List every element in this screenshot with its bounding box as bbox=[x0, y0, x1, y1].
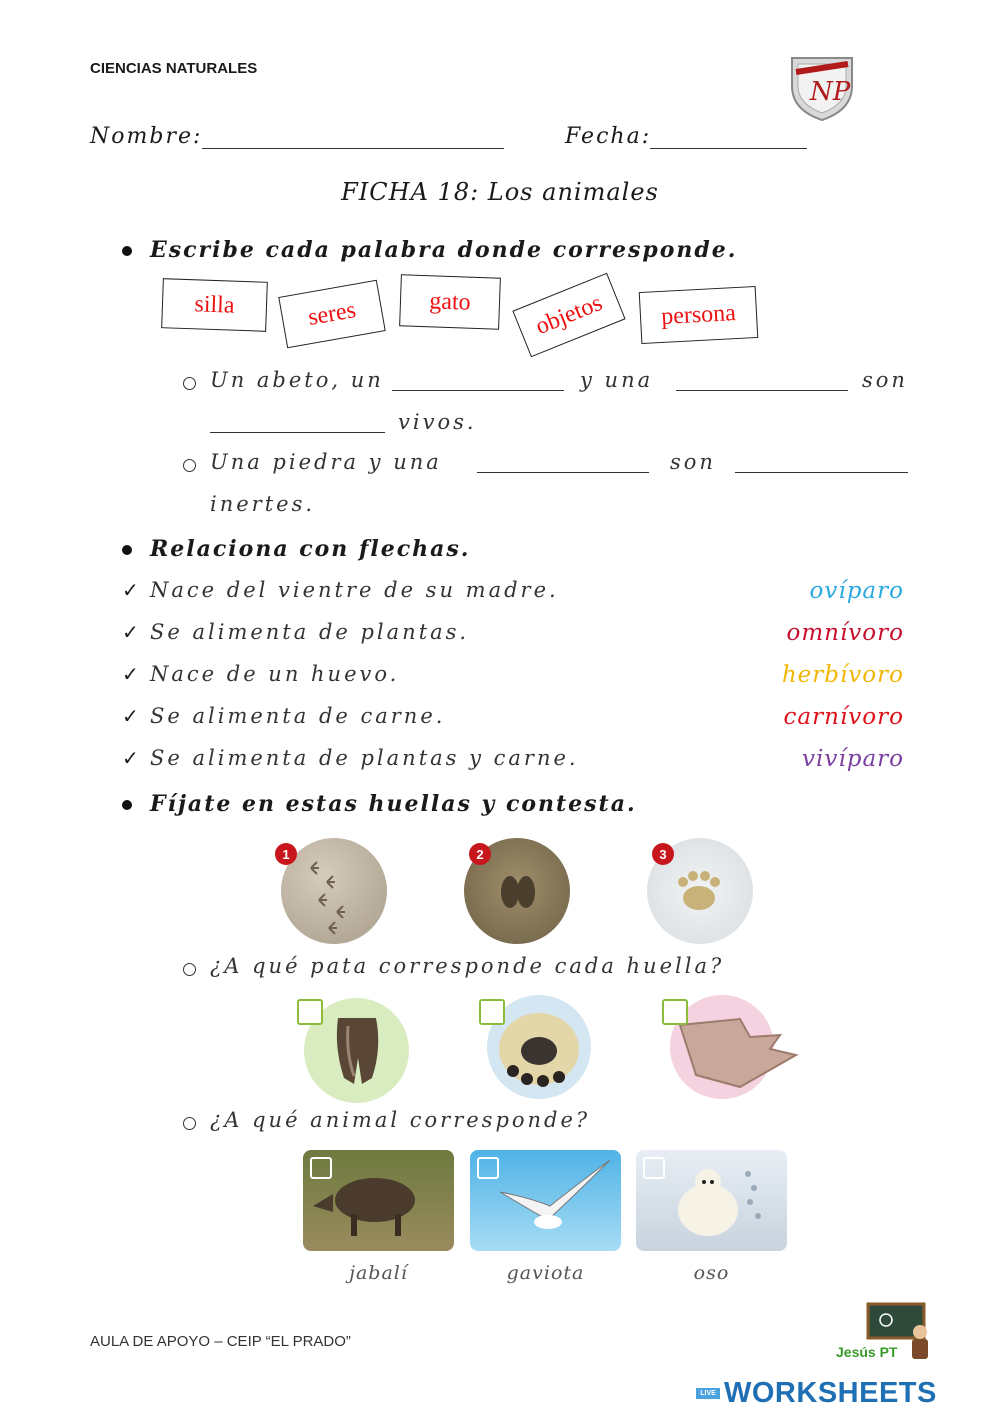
word-card-seres[interactable] bbox=[278, 280, 386, 349]
webbed-foot-icon bbox=[670, 995, 800, 1100]
match-item-5[interactable]: Se alimenta de plantas y carne. bbox=[150, 746, 579, 770]
sentence1-part2: y una bbox=[580, 368, 654, 392]
animal-checkbox-2[interactable] bbox=[477, 1157, 499, 1179]
check-icon: ✓ bbox=[122, 578, 139, 602]
sentence2-blank2[interactable] bbox=[735, 452, 908, 473]
caption-oso: oso bbox=[693, 1262, 730, 1284]
sentence1-blank3[interactable] bbox=[210, 412, 385, 433]
sentence1-part3: son bbox=[862, 368, 908, 392]
page-title: FICHA 18: Los animales bbox=[341, 178, 659, 206]
match-item-3[interactable]: Nace de un huevo. bbox=[150, 662, 400, 686]
word-card-silla[interactable] bbox=[161, 278, 268, 332]
track-number-3: 3 bbox=[652, 843, 674, 865]
sentence1-blank1[interactable] bbox=[392, 370, 564, 391]
animal-checkbox-3[interactable] bbox=[643, 1157, 665, 1179]
foot-checkbox-2[interactable] bbox=[479, 999, 505, 1025]
sub-bullet bbox=[183, 963, 196, 976]
word-card-persona[interactable] bbox=[639, 286, 759, 344]
category-omnivoro[interactable]: omnívoro bbox=[786, 620, 904, 646]
question-2: ¿A qué animal corresponde? bbox=[210, 1108, 591, 1132]
check-icon: ✓ bbox=[122, 746, 139, 770]
match-item-2[interactable]: Se alimenta de plantas. bbox=[150, 620, 470, 644]
foot-checkbox-3[interactable] bbox=[662, 999, 688, 1025]
sentence1-blank2[interactable] bbox=[676, 370, 848, 391]
nombre-label: Nombre: bbox=[90, 124, 203, 149]
subject-label: CIENCIAS NATURALES bbox=[90, 60, 258, 77]
sentence1-part1: Un abeto, un bbox=[210, 368, 384, 392]
sentence2-part2: son bbox=[670, 450, 716, 474]
liveworksheets-logo[interactable] bbox=[696, 1376, 937, 1410]
nombre-field[interactable] bbox=[202, 126, 504, 149]
bullet-2 bbox=[122, 545, 132, 555]
category-oviparo[interactable]: ovíparo bbox=[809, 578, 904, 604]
caption-jabali: jabalí bbox=[349, 1262, 408, 1284]
sub-bullet bbox=[183, 459, 196, 472]
animal-checkbox-1[interactable] bbox=[310, 1157, 332, 1179]
word-objetos: objetos bbox=[531, 289, 606, 340]
bullet-1 bbox=[122, 246, 132, 256]
foot-checkbox-1[interactable] bbox=[297, 999, 323, 1025]
sentence2-part3: inertes. bbox=[210, 492, 316, 516]
check-icon: ✓ bbox=[122, 662, 139, 686]
match-item-1[interactable]: Nace del vientre de su madre. bbox=[150, 578, 559, 602]
match-item-4[interactable]: Se alimenta de carne. bbox=[150, 704, 446, 728]
word-seres: seres bbox=[306, 296, 358, 331]
sub-bullet bbox=[183, 1117, 196, 1130]
instruction-1: Escribe cada palabra donde corresponde. bbox=[150, 237, 738, 263]
crest-letters: NP bbox=[810, 77, 851, 107]
word-card-gato[interactable] bbox=[399, 274, 501, 329]
check-icon: ✓ bbox=[122, 620, 139, 644]
crest-icon bbox=[788, 52, 856, 122]
brand-prefix: LIVE bbox=[696, 1388, 720, 1399]
instruction-3: Fíjate en estas huellas y contesta. bbox=[150, 791, 637, 817]
track-number-1: 1 bbox=[275, 843, 297, 865]
word-persona: persona bbox=[660, 299, 737, 330]
question-1: ¿A qué pata corresponde cada huella? bbox=[210, 954, 725, 978]
fecha-field[interactable] bbox=[650, 126, 807, 149]
instruction-2: Relaciona con flechas. bbox=[150, 536, 471, 562]
category-carnivoro[interactable]: carnívoro bbox=[783, 704, 904, 730]
check-icon: ✓ bbox=[122, 704, 139, 728]
word-card-objetos[interactable] bbox=[512, 273, 625, 358]
author-label: Jesús PT bbox=[836, 1344, 898, 1360]
sentence1-part4: vivos. bbox=[398, 410, 477, 434]
category-herbivoro[interactable]: herbívoro bbox=[781, 662, 904, 688]
brand-name: WORKSHEETS bbox=[724, 1376, 937, 1409]
word-gato: gato bbox=[428, 287, 472, 316]
sentence2-part1: Una piedra y una bbox=[210, 450, 442, 474]
caption-gaviota: gaviota bbox=[506, 1262, 585, 1284]
bullet-3 bbox=[122, 800, 132, 810]
word-silla: silla bbox=[194, 290, 235, 319]
foot-image-gull bbox=[670, 995, 800, 1100]
school-crest bbox=[788, 52, 856, 122]
footer-school: AULA DE APOYO – CEIP “EL PRADO” bbox=[90, 1333, 351, 1350]
track-number-2: 2 bbox=[469, 843, 491, 865]
sub-bullet bbox=[183, 377, 196, 390]
fecha-label: Fecha: bbox=[565, 124, 652, 149]
sentence2-blank1[interactable] bbox=[477, 452, 649, 473]
category-viviparo[interactable]: vivíparo bbox=[802, 746, 904, 772]
